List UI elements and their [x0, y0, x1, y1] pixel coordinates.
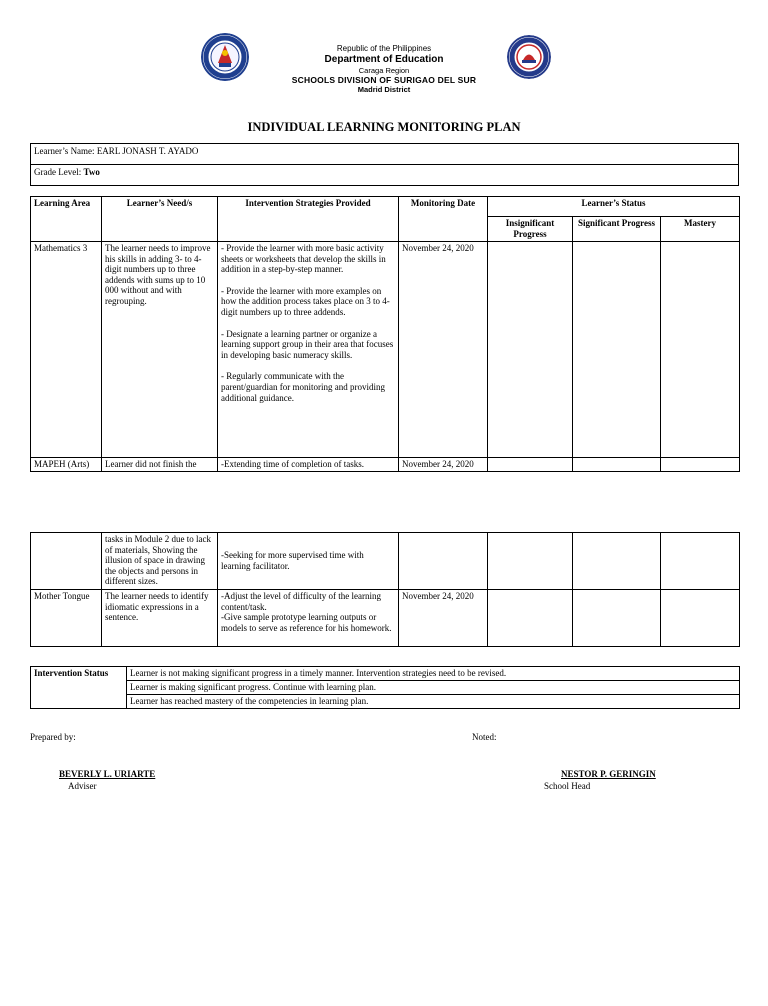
mapeh-needs-part2: tasks in Module 2 due to lack of materials, Showing the illusion of space in drawing the objects and persons in different sizes. [102, 533, 218, 590]
mapeh-area-continued [31, 533, 102, 590]
math-strategies [218, 242, 399, 458]
mapeh-mastery [661, 458, 740, 472]
school-head-role: School Head [544, 781, 591, 791]
page-title: INDIVIDUAL LEARNING MONITORING PLAN [247, 120, 521, 134]
learner-name-cell [31, 144, 739, 165]
intervention-status-item: Learner is not making significant progress in a timely manner. Intervention strategies need to be revised. [127, 667, 740, 681]
grade-level-label: Grade Level: [34, 167, 82, 177]
math-strategy-3: - Designate a learning partner or organize a learning support group in their area that focuses in developing basic numeracy skills. [221, 328, 394, 360]
department-line: Department of Education [324, 53, 444, 65]
math-strategy-1: - Provide the learner with more basic activity sheets or worksheets that develop the skills in addition in a step-by-step manner. [221, 243, 386, 275]
intervention-status-item: Learner has reached mastery of the competencies in learning plan. [127, 695, 740, 709]
math-area: Mathematics 3 [31, 242, 102, 458]
header-learner-needs: Learner’s Need/s [102, 197, 218, 242]
header-intervention-strategies: Intervention Strategies Provided [218, 197, 399, 242]
learner-name: EARL JONASH T. AYADO [96, 146, 199, 156]
math-strategy-4: - Regularly communicate with the parent/guardian for monitoring and providing additional guidance. [221, 371, 385, 403]
mt-needs: The learner needs to identify idiomatic expressions in a sentence. [102, 590, 218, 647]
mapeh-significant [573, 458, 661, 472]
mt-strategies [218, 590, 399, 647]
table-row [31, 533, 740, 590]
table-row [31, 458, 740, 472]
adviser-role: Adviser [68, 781, 97, 791]
math-significant [573, 242, 661, 458]
math-strategy-2: - Provide the learner with more examples on how the addition process takes place on 3 to 4-digit numbers up to three addends. [221, 285, 390, 318]
mapeh-significant-continued [573, 533, 661, 590]
learner-name-label: Learner’s Name: [34, 146, 95, 156]
noted-label: Noted: [472, 732, 497, 742]
madrid-district-seal-icon [507, 35, 551, 79]
header-insignificant-progress: Insignificant Progress [488, 217, 573, 242]
monitoring-table-part1 [30, 196, 740, 472]
republic-line: Republic of the Philippines [336, 44, 432, 53]
math-insignificant [488, 242, 573, 458]
mapeh-date-continued [399, 533, 488, 590]
intervention-status-table [30, 666, 740, 709]
mt-mastery [661, 590, 740, 647]
table-row [31, 590, 740, 647]
mt-significant [573, 590, 661, 647]
grade-level-row [31, 165, 739, 186]
mapeh-date: November 24, 2020 [399, 458, 488, 472]
region-line: Caraga Region [358, 65, 410, 75]
header-significant-progress: Significant Progress [573, 217, 661, 242]
mapeh-needs-part1: Learner did not finish the [102, 458, 218, 472]
division-line: SCHOOLS DIVISION OF SURIGAO DEL SUR [291, 74, 477, 85]
mt-insignificant [488, 590, 573, 647]
grade-level: Two [83, 167, 100, 177]
district-line: Madrid District [357, 84, 411, 94]
mt-strategy-2: -Give sample prototype learning outputs or models to serve as reference for his homework. [221, 612, 392, 633]
header-learning-area: Learning Area [31, 197, 102, 242]
math-mastery [661, 242, 740, 458]
header-mastery: Mastery [661, 217, 740, 242]
header-learner-status: Learner’s Status [488, 197, 740, 217]
mt-strategy-1: -Adjust the level of difficulty of the learning content/task. [221, 591, 382, 612]
mt-date: November 24, 2020 [399, 590, 488, 647]
mapeh-insignificant-continued [488, 533, 573, 590]
deped-seal-icon [201, 33, 249, 81]
school-head-name: NESTOR P. GERINGIN [561, 769, 656, 779]
mapeh-area: MAPEH (Arts) [31, 458, 102, 472]
intervention-status-item: Learner is making significant progress. Continue with learning plan. [127, 681, 740, 695]
mapeh-strategy-1: -Extending time of completion of tasks. [218, 458, 399, 472]
mt-area: Mother Tongue [31, 590, 102, 647]
intervention-status-label: Intervention Status [31, 667, 127, 709]
learner-name-row [31, 144, 739, 165]
mapeh-insignificant [488, 458, 573, 472]
math-date: November 24, 2020 [399, 242, 488, 458]
header-monitoring-date: Monitoring Date [399, 197, 488, 242]
math-needs: The learner needs to improve his skills in adding 3- to 4-digit numbers up to three addends with sums up to 10 000 without and with regrouping. [102, 242, 218, 458]
mapeh-strategy-2: -Seeking for more supervised time with learning facilitator. [218, 533, 399, 590]
adviser-name: BEVERLY L. URIARTE [59, 769, 156, 779]
grade-level-cell [31, 165, 739, 186]
letterhead [270, 44, 498, 94]
table-row [31, 242, 740, 458]
prepared-by-label: Prepared by: [30, 732, 76, 742]
mapeh-mastery-continued [661, 533, 740, 590]
learner-info-table [30, 143, 739, 186]
monitoring-table-part2 [30, 532, 740, 647]
